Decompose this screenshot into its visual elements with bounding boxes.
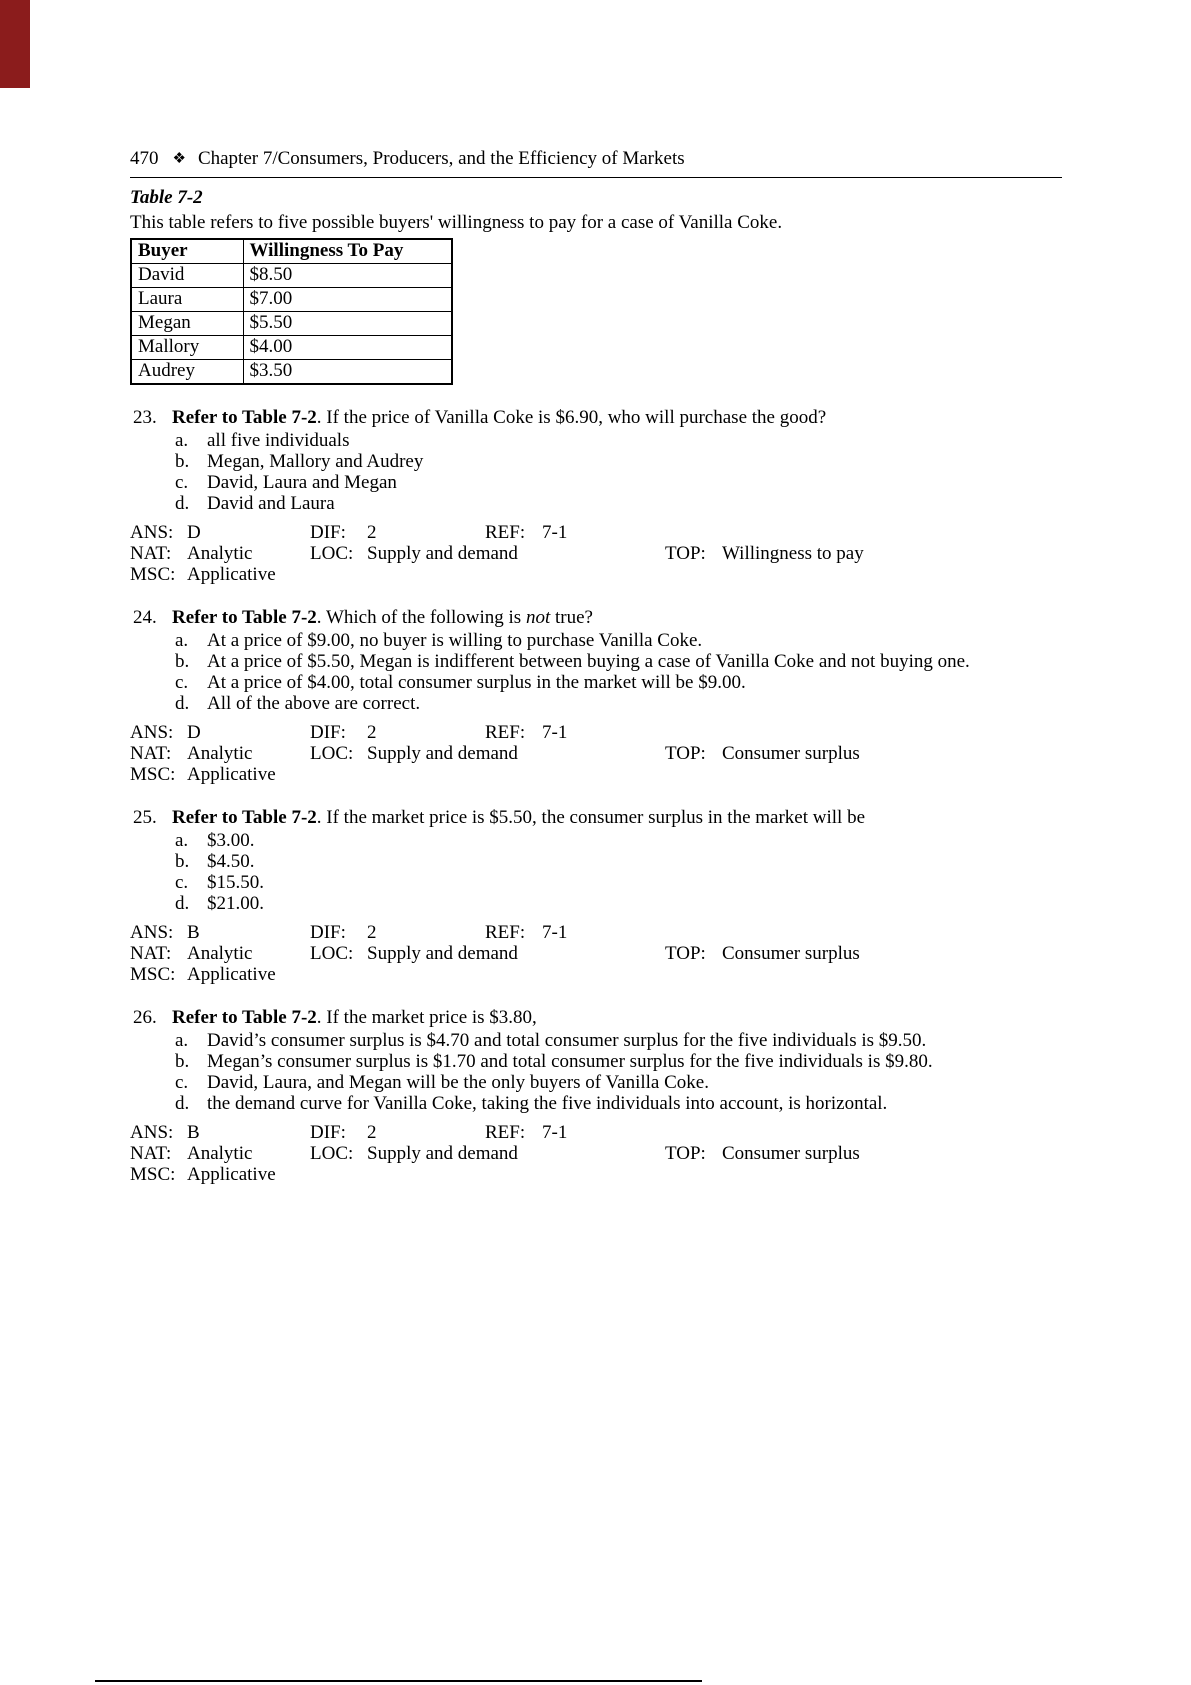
choice-row (175, 472, 1062, 493)
question-stem-text: . If the market price is $3.80, (316, 1007, 537, 1028)
choice-row (175, 672, 1062, 693)
question-stem-text: . If the market price is $5.50, the consumer surplus in the market will be (316, 807, 865, 828)
meta-label: DIF: (310, 722, 346, 743)
question-number: 26. (133, 1007, 157, 1028)
choice-letter: c. (175, 672, 189, 693)
meta-label: ANS: (130, 1122, 174, 1143)
choice-letter: d. (175, 493, 190, 514)
question-stem (172, 407, 1062, 428)
buyer-cell: Megan (131, 312, 243, 336)
meta-label: ANS: (130, 522, 174, 543)
meta-label: REF: (485, 522, 526, 543)
choices-list (175, 630, 1062, 714)
meta-label: REF: (485, 722, 526, 743)
meta-value: 7-1 (542, 1122, 568, 1143)
questions-list (130, 407, 1062, 1185)
footer-rule (95, 1680, 702, 1682)
meta-value: Analytic (187, 743, 253, 764)
answer-meta (130, 1122, 1062, 1185)
meta-label: LOC: (310, 743, 354, 764)
meta-row (130, 522, 1062, 543)
question-stem (172, 807, 1062, 828)
question-block (130, 607, 1062, 785)
meta-row (130, 543, 1062, 564)
table-row (131, 360, 452, 385)
choice-row (175, 651, 1062, 672)
answer-meta (130, 522, 1062, 585)
meta-label: MSC: (130, 1164, 176, 1185)
choice-letter: c. (175, 872, 189, 893)
choice-row (175, 851, 1062, 872)
choice-text: David, Laura and Megan (207, 472, 397, 493)
choice-row (175, 893, 1062, 914)
meta-label: MSC: (130, 964, 176, 985)
meta-label: NAT: (130, 1143, 172, 1164)
wtp-cell: $7.00 (243, 288, 452, 312)
choice-letter: b. (175, 651, 190, 672)
meta-row (130, 964, 1062, 985)
choice-text: All of the above are correct. (207, 693, 421, 714)
wtp-table-body (131, 264, 452, 385)
choice-row (175, 451, 1062, 472)
choice-text: David and Laura (207, 493, 335, 514)
page-number: 470 (130, 148, 159, 169)
question-stem-bold: Refer to Table 7-2 (172, 607, 317, 628)
meta-row (130, 1122, 1062, 1143)
table-label: Table 7-2 (130, 187, 203, 208)
choice-letter: c. (175, 472, 189, 493)
meta-row (130, 1164, 1062, 1185)
question-head (130, 607, 1062, 628)
choice-letter: b. (175, 451, 190, 472)
choice-row (175, 830, 1062, 851)
meta-label: DIF: (310, 522, 346, 543)
buyer-cell: Laura (131, 288, 243, 312)
page-header (130, 148, 1062, 178)
meta-label: REF: (485, 922, 526, 943)
meta-row (130, 743, 1062, 764)
question-stem-bold: Refer to Table 7-2 (172, 1007, 317, 1028)
meta-label: NAT: (130, 943, 172, 964)
meta-label: MSC: (130, 564, 176, 585)
question-stem-text: . If the price of Vanilla Coke is $6.90, who will purchase the good? (316, 407, 827, 428)
question-stem-italic: not (525, 607, 551, 628)
chapter-title: Chapter 7/Consumers, Producers, and the Efficiency of Markets (197, 148, 685, 169)
choice-text: Megan’s consumer surplus is $1.70 and total consumer surplus for the five individuals is $9.80. (207, 1051, 933, 1072)
wtp-cell: $5.50 (243, 312, 452, 336)
choice-letter: a. (175, 830, 189, 851)
choice-letter: a. (175, 1030, 189, 1051)
meta-value: D (187, 522, 201, 543)
meta-label: NAT: (130, 543, 172, 564)
choice-letter: d. (175, 893, 190, 914)
choice-text: $21.00. (207, 893, 264, 914)
meta-value: Analytic (187, 543, 253, 564)
buyer-column-header: Buyer (131, 239, 243, 264)
meta-value: Analytic (187, 943, 253, 964)
wtp-cell: $4.00 (243, 336, 452, 360)
meta-row (130, 564, 1062, 585)
choice-text: all five individuals (207, 430, 350, 451)
meta-value: D (187, 722, 201, 743)
question-head (130, 1007, 1062, 1028)
table-header-row (131, 239, 452, 264)
choice-row (175, 493, 1062, 514)
choices-list (175, 830, 1062, 914)
question-number: 24. (133, 607, 157, 628)
wtp-cell: $3.50 (243, 360, 452, 385)
meta-value: 2 (367, 522, 377, 543)
meta-value: Applicative (187, 1164, 276, 1185)
meta-value: B (187, 1122, 200, 1143)
corner-mark (0, 0, 30, 88)
choice-text: At a price of $4.00, total consumer surplus in the market will be $9.00. (207, 672, 746, 693)
meta-row (130, 722, 1062, 743)
choice-text: At a price of $9.00, no buyer is willing to purchase Vanilla Coke. (207, 630, 703, 651)
choice-text: David’s consumer surplus is $4.70 and total consumer surplus for the five individuals is $9.50. (207, 1030, 927, 1051)
answer-meta (130, 722, 1062, 785)
choice-text: $15.50. (207, 872, 264, 893)
choice-letter: a. (175, 430, 189, 451)
page-content (130, 148, 1062, 1185)
choice-row (175, 430, 1062, 451)
choices-list (175, 1030, 1062, 1114)
buyer-cell: David (131, 264, 243, 288)
meta-label: DIF: (310, 1122, 346, 1143)
choice-letter: d. (175, 693, 190, 714)
meta-value: Consumer surplus (722, 1143, 860, 1164)
meta-label: ANS: (130, 722, 174, 743)
answer-meta (130, 922, 1062, 985)
question-stem (172, 607, 1062, 628)
meta-row (130, 1143, 1062, 1164)
meta-label: LOC: (310, 543, 354, 564)
question-number: 25. (133, 807, 157, 828)
meta-label: TOP: (665, 743, 706, 764)
meta-value: 7-1 (542, 722, 568, 743)
meta-label: TOP: (665, 1143, 706, 1164)
question-stem-text: . Which of the following is (316, 607, 526, 628)
meta-value: Willingness to pay (722, 543, 864, 564)
meta-value: Supply and demand (367, 743, 518, 764)
choice-text: At a price of $5.50, Megan is indifferent between buying a case of Vanilla Coke and not buying one. (207, 651, 970, 672)
meta-label: REF: (485, 1122, 526, 1143)
choice-text: $3.00. (207, 830, 255, 851)
choice-text: $4.50. (207, 851, 255, 872)
choice-row (175, 630, 1062, 651)
choice-row (175, 1093, 1062, 1114)
meta-value: Supply and demand (367, 543, 518, 564)
question-stem-bold: Refer to Table 7-2 (172, 407, 317, 428)
willingness-to-pay-table (130, 238, 453, 385)
question-number: 23. (133, 407, 157, 428)
choices-list (175, 430, 1062, 514)
question-stem-end: true? (550, 607, 593, 628)
meta-value: Applicative (187, 764, 276, 785)
meta-label: LOC: (310, 1143, 354, 1164)
meta-value: Applicative (187, 964, 276, 985)
choice-text: David, Laura, and Megan will be the only buyers of Vanilla Coke. (207, 1072, 709, 1093)
question-stem-bold: Refer to Table 7-2 (172, 807, 317, 828)
question-block (130, 1007, 1062, 1185)
choice-letter: d. (175, 1093, 190, 1114)
table-row (131, 336, 452, 360)
question-stem (172, 1007, 1062, 1028)
meta-value: Applicative (187, 564, 276, 585)
table-description: This table refers to five possible buyers' willingness to pay for a case of Vanilla Coke. (130, 212, 783, 233)
question-block (130, 407, 1062, 585)
choice-text: Megan, Mallory and Audrey (207, 451, 424, 472)
meta-value: Supply and demand (367, 943, 518, 964)
question-head (130, 807, 1062, 828)
choice-row (175, 1030, 1062, 1051)
choice-row (175, 872, 1062, 893)
meta-label: NAT: (130, 743, 172, 764)
choice-row (175, 1051, 1062, 1072)
meta-label: DIF: (310, 922, 346, 943)
meta-row (130, 922, 1062, 943)
meta-row (130, 764, 1062, 785)
choice-row (175, 693, 1062, 714)
meta-value: Analytic (187, 1143, 253, 1164)
meta-value: 2 (367, 1122, 377, 1143)
meta-label: TOP: (665, 543, 706, 564)
meta-label: LOC: (310, 943, 354, 964)
table-row (131, 288, 452, 312)
meta-value: Supply and demand (367, 1143, 518, 1164)
choice-text: the demand curve for Vanilla Coke, taking the five individuals into account, is horizontal. (207, 1093, 888, 1114)
meta-value: 7-1 (542, 922, 568, 943)
table-row (131, 264, 452, 288)
choice-letter: c. (175, 1072, 189, 1093)
choice-letter: b. (175, 1051, 190, 1072)
choice-letter: a. (175, 630, 189, 651)
meta-value: Consumer surplus (722, 743, 860, 764)
meta-value: Consumer surplus (722, 943, 860, 964)
buyer-cell: Audrey (131, 360, 243, 385)
question-head (130, 407, 1062, 428)
wtp-cell: $8.50 (243, 264, 452, 288)
table-row (131, 312, 452, 336)
meta-label: MSC: (130, 764, 176, 785)
meta-value: 2 (367, 922, 377, 943)
choice-letter: b. (175, 851, 190, 872)
question-block (130, 807, 1062, 985)
meta-value: B (187, 922, 200, 943)
wtp-column-header: Willingness To Pay (243, 239, 452, 264)
meta-label: ANS: (130, 922, 174, 943)
buyer-cell: Mallory (131, 336, 243, 360)
diamond-icon: ❖ (172, 151, 186, 167)
meta-label: TOP: (665, 943, 706, 964)
meta-row (130, 943, 1062, 964)
meta-value: 2 (367, 722, 377, 743)
meta-value: 7-1 (542, 522, 568, 543)
choice-row (175, 1072, 1062, 1093)
